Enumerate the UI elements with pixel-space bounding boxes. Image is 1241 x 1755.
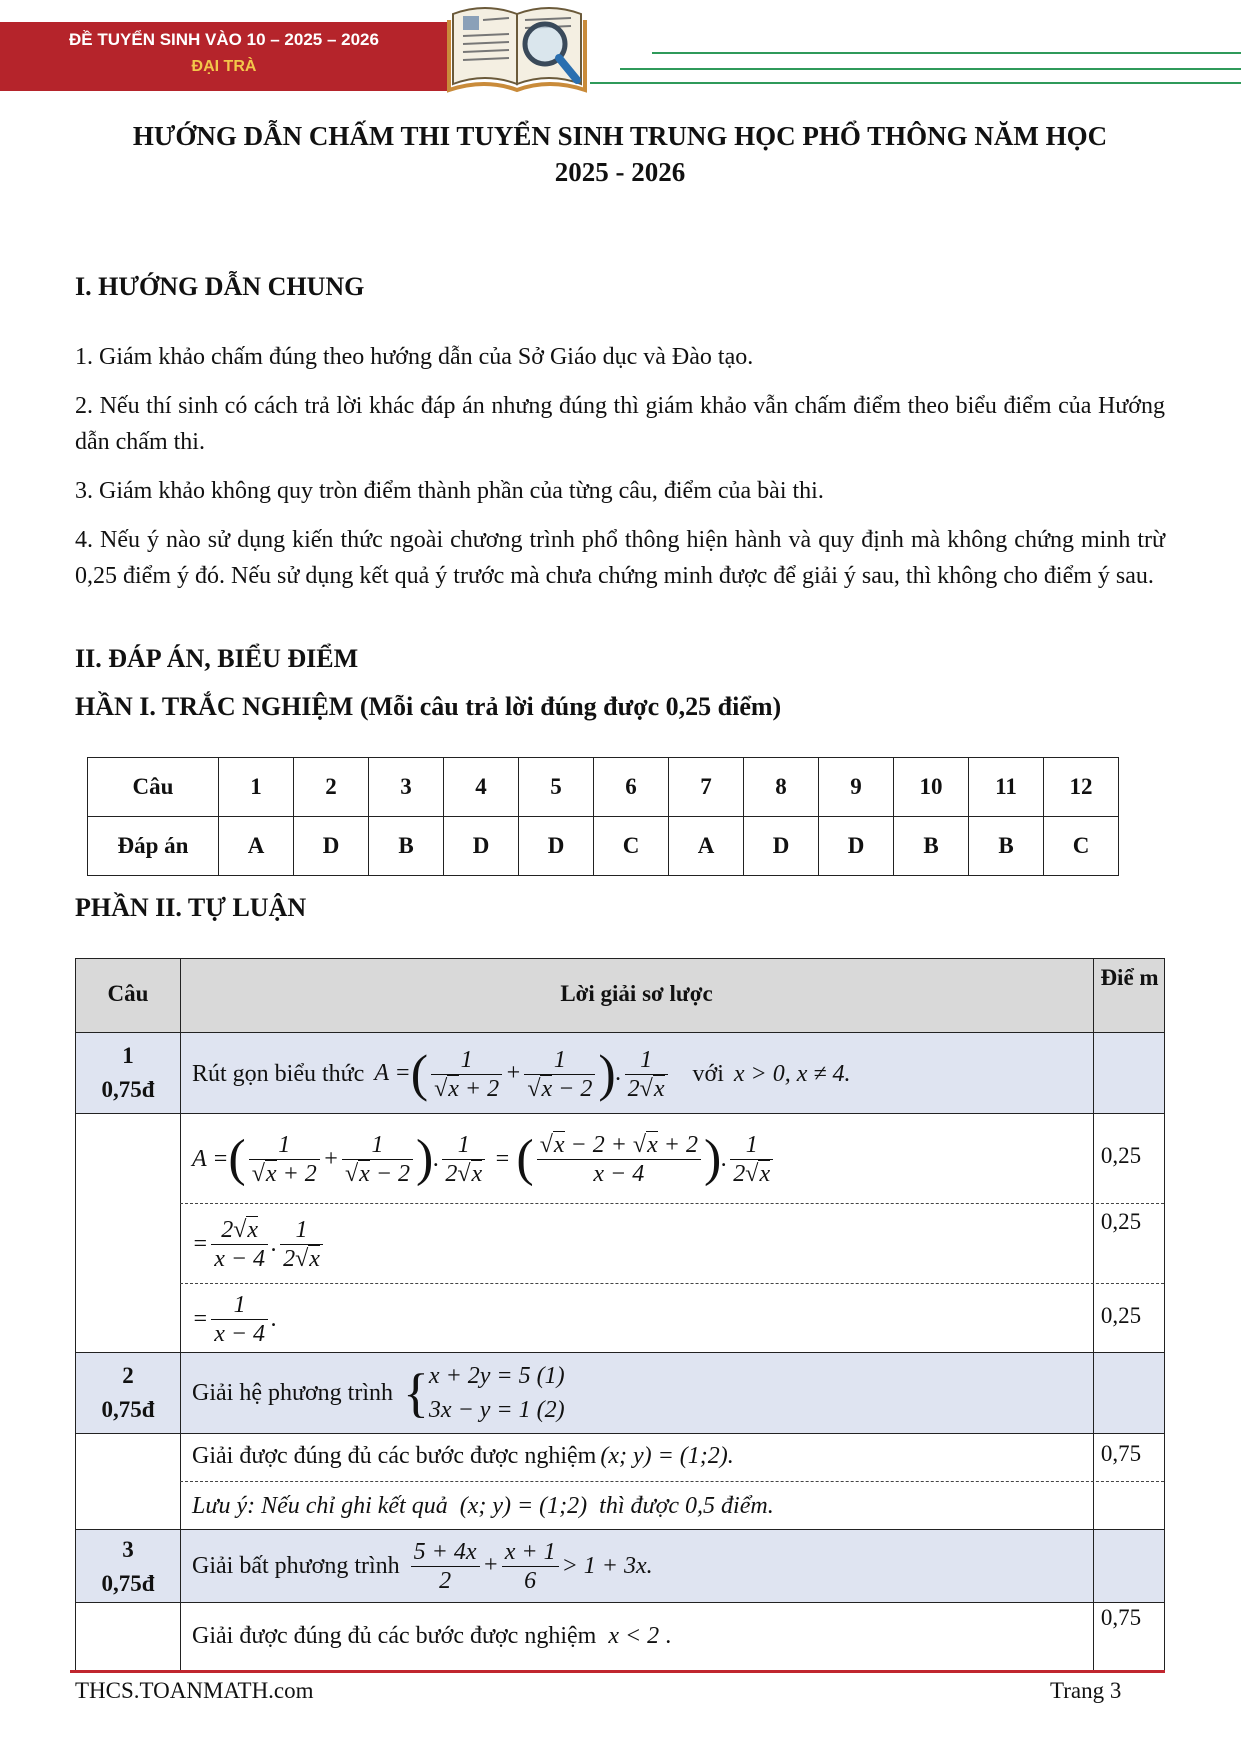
prompt-text: Rút gọn biểu thức bbox=[192, 1060, 365, 1087]
question-number-cell: 5 bbox=[519, 758, 594, 817]
part1-heading: HẦN I. TRẮC NGHIỆM (Mỗi câu trả lời đúng được 0,25 điểm) bbox=[75, 692, 782, 721]
row-divider bbox=[76, 1602, 1164, 1603]
header-rule-top bbox=[652, 52, 1241, 54]
answer-table-row bbox=[88, 758, 1119, 817]
question-number-cell: 8 bbox=[744, 758, 819, 817]
header-diem: Điể m bbox=[1100, 965, 1159, 990]
answer-cell: D bbox=[744, 817, 819, 876]
answer-key-table bbox=[87, 757, 1119, 876]
inequality-rhs: > 1 + 3x. bbox=[561, 1552, 653, 1579]
note-text: Lưu ý: Nếu chỉ ghi kết quả bbox=[192, 1493, 448, 1519]
equation-2: 3x − y = 1 (2) bbox=[428, 1397, 565, 1423]
guideline-item-1: 1. Giám khảo chấm đúng theo hướng dẫn của Sở Giáo dục và Đào tạo. bbox=[75, 344, 754, 370]
prompt-text: Giải hệ phương trình bbox=[192, 1379, 393, 1406]
question-number-cell: 11 bbox=[969, 758, 1044, 817]
row-divider bbox=[76, 1433, 1164, 1434]
answer-cell: B bbox=[894, 817, 969, 876]
question-2-prompt: Giải hệ phương trình { x + 2y = 5 (1) 3x − y = 1 (2) bbox=[192, 1357, 565, 1429]
inequality: $\frac{5 + 4x}{2}$ + $\frac{x + 1}{6}$ bbox=[408, 1538, 562, 1595]
question-number-cell: 1 bbox=[219, 758, 294, 817]
step-divider bbox=[180, 1283, 1164, 1284]
condition-prefix: với bbox=[692, 1060, 724, 1087]
solution-text: Giải được đúng đủ các bước được nghiệm bbox=[192, 1443, 597, 1469]
question-score: 0,75đ bbox=[101, 1397, 155, 1422]
expression-A: A =( $\frac{1}{√x + 2}$ + $\frac{1}{√x - 2}$ ). $\frac{1}{2√x}$ bbox=[374, 1046, 670, 1103]
answer-table-header-cell: Đáp án bbox=[88, 817, 219, 876]
answer-cell: B bbox=[369, 817, 444, 876]
page-title: HƯỚNG DẪN CHẤM THI TUYỂN SINH TRUNG HỌC PHỔ THÔNG NĂM HỌC bbox=[132, 121, 1108, 151]
header-exam-type: ĐẠI TRÀ bbox=[191, 58, 257, 75]
guideline-item-3: 3. Giám khảo không quy tròn điểm thành phần của từng câu, điểm của bài thi. bbox=[75, 478, 824, 504]
note-text-end: thì được 0,5 điểm. bbox=[599, 1493, 774, 1519]
footer-rule bbox=[70, 1670, 1165, 1673]
question-number-cell: 9 bbox=[819, 758, 894, 817]
answer-table-header-cell: Câu bbox=[88, 758, 219, 817]
question-1-prompt bbox=[192, 1039, 851, 1109]
footer-site: THCS.TOANMATH.com bbox=[75, 1678, 314, 1703]
row-divider bbox=[76, 1113, 1164, 1114]
step-3-math: = $\frac{1}{x - 4}$ . bbox=[192, 1291, 278, 1347]
answer-cell: D bbox=[294, 817, 369, 876]
row-divider bbox=[76, 1352, 1164, 1353]
essay-grading-table bbox=[75, 958, 1165, 1671]
guideline-item-2: 2. Nếu thí sinh có cách trả lời khác đáp án nhưng đúng thì giám khảo vẫn chấm điểm theo biểu điểm của Hướng dẫn chấm thi. bbox=[75, 393, 1165, 455]
header-loi-giai: Lời giải sơ lược bbox=[560, 981, 713, 1006]
question-score: 0,75đ bbox=[101, 1571, 155, 1596]
equation-system bbox=[429, 1359, 565, 1427]
page-title-year: 2025 - 2026 bbox=[554, 157, 686, 187]
answer-cell: A bbox=[669, 817, 744, 876]
question-number-cell: 4 bbox=[444, 758, 519, 817]
question-score: 0,75đ bbox=[101, 1077, 155, 1102]
step-3-points: 0,25 bbox=[1100, 1303, 1142, 1328]
solution-math: x < 2 bbox=[608, 1623, 660, 1649]
question-number-cell: 3 bbox=[369, 758, 444, 817]
question-number-cell: 7 bbox=[669, 758, 744, 817]
question-number: 2 bbox=[122, 1363, 134, 1388]
answer-cell: C bbox=[1044, 817, 1119, 876]
row-divider bbox=[76, 1032, 1164, 1033]
book-magnifier-icon bbox=[445, 0, 590, 96]
question-number-cell: 10 bbox=[894, 758, 969, 817]
column-divider bbox=[180, 959, 181, 1670]
step-1-points: 0,25 bbox=[1100, 1143, 1142, 1168]
question-2-points: 0,75 bbox=[1100, 1441, 1142, 1466]
guideline-item-4: 4. Nếu ý nào sử dụng kiến thức ngoài chương trình phổ thông hiện hành và quy định mà không chứng minh trừ 0,25 điểm ý đó. Nếu sử dụng kết quả ý trước mà chưa chứng minh được để giải ý sau, thì không cho điểm ý sau. bbox=[75, 527, 1165, 589]
answer-cell: D bbox=[519, 817, 594, 876]
section-heading-answers: II. ĐÁP ÁN, BIỂU ĐIỂM bbox=[75, 644, 359, 673]
solution-text: Giải được đúng đủ các bước được nghiệm bbox=[192, 1623, 597, 1649]
question-number-cell: 12 bbox=[1044, 758, 1119, 817]
step-2-points: 0,25 bbox=[1100, 1209, 1142, 1234]
header-rule-mid bbox=[620, 68, 1241, 70]
question-number: 3 bbox=[122, 1537, 134, 1562]
question-3-points: 0,75 bbox=[1100, 1605, 1142, 1630]
answer-cell: D bbox=[819, 817, 894, 876]
question-number-cell: 2 bbox=[294, 758, 369, 817]
step-divider bbox=[180, 1203, 1164, 1204]
row-divider bbox=[76, 1529, 1164, 1530]
footer-page-number: Trang 3 bbox=[1050, 1678, 1122, 1703]
answer-cell: A bbox=[219, 817, 294, 876]
header-cau: Câu bbox=[107, 981, 149, 1006]
equation-1: x + 2y = 5 (1) bbox=[428, 1363, 565, 1389]
solution-math: (x; y) = (1;2). bbox=[600, 1443, 734, 1469]
answer-cell: C bbox=[594, 817, 669, 876]
question-3-solution: Giải được đúng đủ các bước được nghiệm x < 2 . bbox=[192, 1623, 672, 1649]
condition: x > 0, x ≠ 4. bbox=[733, 1060, 851, 1087]
header-rule-bottom bbox=[590, 82, 1241, 84]
answer-table-row bbox=[88, 817, 1119, 876]
note-math: (x; y) = (1;2) bbox=[459, 1493, 588, 1519]
question-number-cell: 6 bbox=[594, 758, 669, 817]
question-2-note bbox=[192, 1489, 774, 1523]
question-2-solution bbox=[192, 1439, 734, 1473]
step-2-math: = $\frac{2√x}{x - 4}$ . $\frac{1}{2√x}$ bbox=[192, 1209, 326, 1279]
step-1-math: A = ( $\frac{1}{√x + 2}$ + $\frac{1}{√x - 2}$ ) . $\frac{1}{2√x}$ = ( $\frac{√x - 2 + √x + 2}{x - 4}$ ) . $\frac{1}{2√x}$ bbox=[192, 1119, 776, 1199]
question-3-prompt bbox=[192, 1531, 653, 1601]
section-heading-general: I. HƯỚNG DẪN CHUNG bbox=[75, 272, 365, 301]
prompt-text: Giải bất phương trình bbox=[192, 1552, 400, 1579]
answer-cell: D bbox=[444, 817, 519, 876]
answer-cell: B bbox=[969, 817, 1044, 876]
question-number: 1 bbox=[122, 1043, 134, 1068]
header-exam-title: ĐỀ TUYỂN SINH VÀO 10 – 2025 – 2026 bbox=[69, 30, 379, 49]
step-divider bbox=[180, 1481, 1164, 1482]
part2-heading: PHẦN II. TỰ LUẬN bbox=[75, 893, 307, 922]
